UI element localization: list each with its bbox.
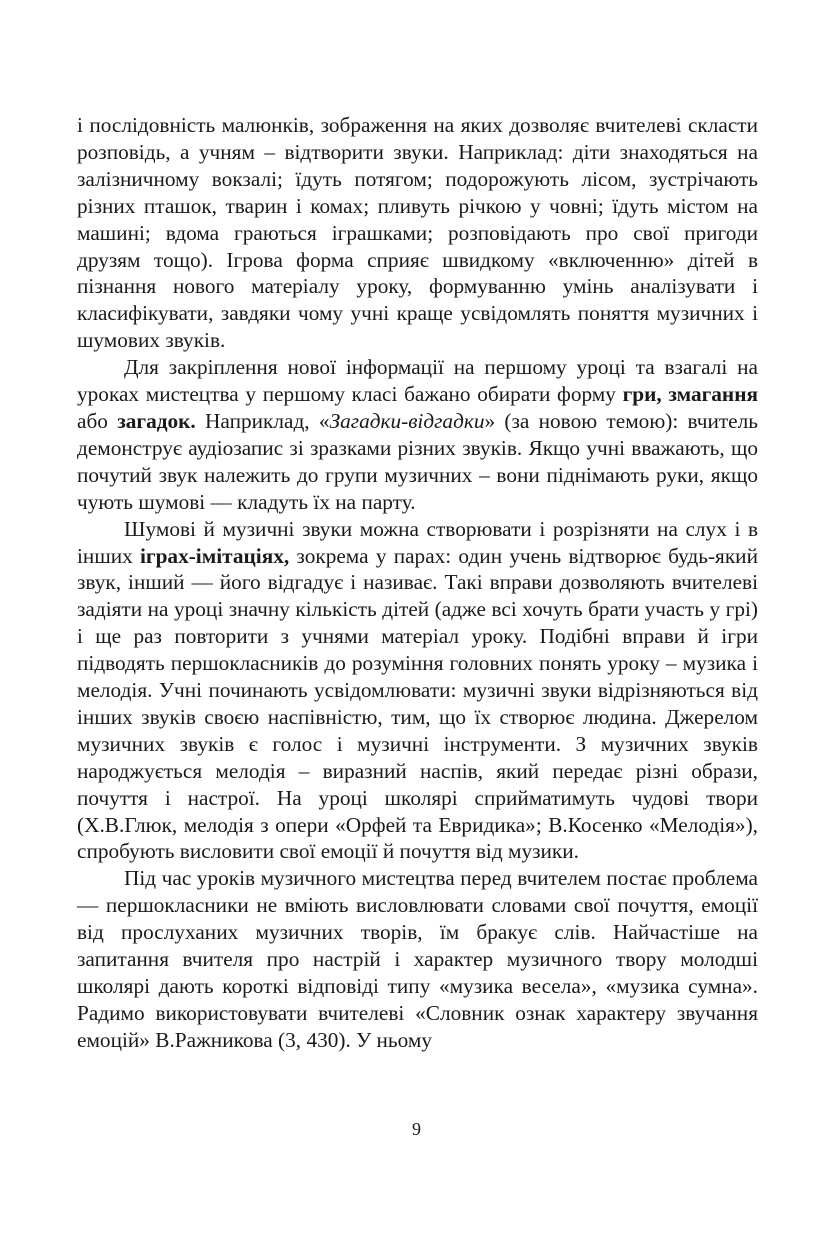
text-run: або: [77, 408, 118, 433]
text-run: Під час уроків музичного мистецтва перед вчителем постає проблема — першокласники не вміють висловлювати словами свої почуття, емоції від прослуханих музичних творів, їм бракує слів. Найчастіше на запитання вчителя про настрій і характер музичного твору молодші школярі дають короткі відповіді типу «музика весела», «музика сумна». Радимо використовувати вчителеві «Словник ознак характеру звучання емоцій» В.Ражникова (3, 430). У ньому: [77, 866, 758, 1052]
emphasis-italic: Загадки-відгадки: [329, 408, 485, 433]
text-run: Для закріплення нової інформації на першому уроці та взагалі на уроках мистецтва у першому класі бажано обирати форму: [77, 355, 758, 407]
text-run: зокрема у парах: один учень відтворює будь-який звук, інший — його відгадує і називає. Такі вправи дозволяють вчителеві задіяти на уроці значну кількість дітей (адже всі хочуть брати участь у грі) і ще раз повторити з учнями матеріал уроку. Подібні вправи й ігри підводять першокласників до розуміння головних понять уроку – музика і мелодія. Учні починають усвідомлювати: музичні звуки відрізняються від інших звуків своєю наспівністю, тим, що їх створює людина. Джерелом музичних звуків є голос і музичні інструменти. З музичних звуків народжується мелодія – виразний наспів, який передає різні образи, почуття і настрої. На уроці школярі сприйматимуть чудові твори (Х.В.Глюк, мелодія з опери «Орфей та Евридика»; В.Косенко «Мелодія»), спробують висловити свої емоції й почуття від музики.: [77, 543, 758, 864]
paragraph-4: [77, 865, 758, 1053]
paragraph-1: [77, 112, 758, 354]
page-number: 9: [412, 1119, 421, 1139]
emphasis-bold: гри, змагання: [622, 382, 758, 407]
paragraph-2: [77, 354, 758, 515]
text-run: » (за новою темою): вчитель демонструє аудіозапис зі зразками різних звуків. Якщо учні вважають, що почутий звук належить до групи музичних – вони піднімають руки, якщо чують шумові — кладуть їх на парту.: [77, 408, 758, 514]
paragraph-3: [77, 516, 758, 866]
text-run: Шумові й музичні звуки можна створювати і розрізняти на слух і в інших: [77, 516, 758, 568]
text-run: і послідовність малюнків, зображення на яких дозволяє вчителеві скласти розповідь, а учням – відтворити звуки. Наприклад: діти знаходяться на залізничному вокзалі; їдуть потягом; подорожують лісом, зустрічають різних пташок, тварин і комах; пливуть річкою у човні; їдуть містом на машині; вдома граються іграшками; розповідають про свої пригоди друзям тощо). Ігрова форма сприяє швидкому «включенню» дітей в пізнання нового матеріалу уроку, формуванню умінь аналізувати і класифікувати, завдяки чому учні краще усвідомлять поняття музичних і шумових звуків.: [77, 113, 758, 353]
emphasis-bold: іграх-імітаціях,: [139, 543, 290, 568]
text-run: Наприклад, «: [195, 408, 330, 433]
emphasis-bold: загадок.: [117, 408, 196, 433]
body-text: [77, 112, 758, 1054]
